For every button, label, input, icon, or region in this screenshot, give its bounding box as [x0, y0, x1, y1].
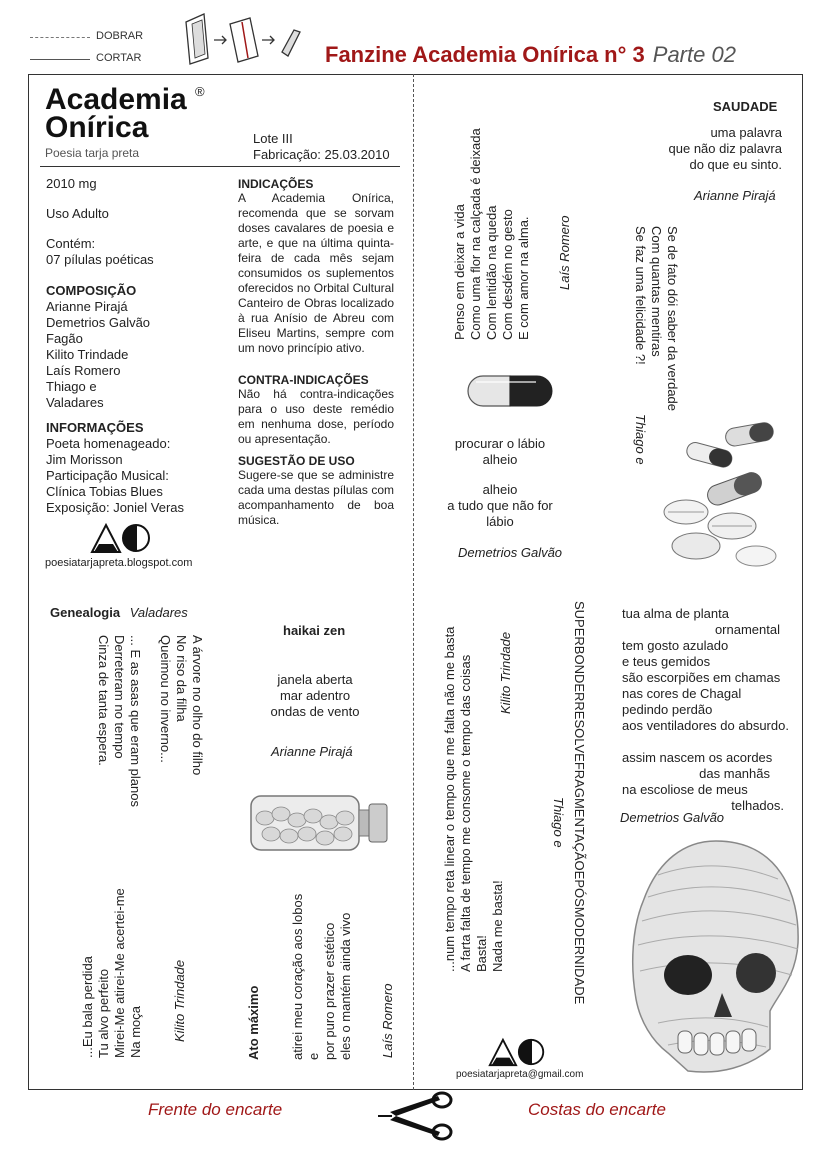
info-item: Participação Musical: — [46, 468, 169, 483]
composition-item: Demetrios Galvão — [46, 315, 151, 330]
labio-stanza-1: procurar o lábio alheio — [454, 436, 546, 467]
labio-stanza-2: alheio a tudo que não for lábio — [447, 482, 553, 529]
contains-value: 07 pílulas poéticas — [46, 252, 154, 267]
alma-line: tem gosto azulado — [622, 638, 729, 653]
alma-line: aos ventiladores do absurdo. — [622, 718, 789, 733]
indications-text: A Academia Onírica, recomenda que se sorvam doses cavalares de poesia e arte, e que na última quinta-feira de cada mês sejam consumidos os suplementos oferecidos no Orbital Cultural Canteiro de Obras localizado à rua Anísio de Abreu com Eliseu Martins, sempre com um novo princípio ativo. — [238, 191, 394, 355]
ato-title: Ato máximo — [246, 985, 261, 1060]
alma-line: na escoliose de meus — [622, 782, 748, 797]
labio-author: Demetrios Galvão — [458, 545, 563, 560]
alma-poem — [622, 606, 792, 814]
alma-line: nas cores de Chagal — [622, 686, 742, 701]
front-label: Frente do encarte — [148, 1100, 283, 1119]
genealogia-stanza-1: A árvore no olho do filho No riso da filha Queimou no inverno... — [158, 635, 205, 776]
fold-line-sample — [30, 37, 90, 38]
penso-text: Penso em deixar a vida Como uma flor na calçada é deixada Com lentidão na queda Com desdém no gesto E com amor na alma. — [452, 128, 531, 340]
info-title: INFORMAÇÕES — [46, 420, 144, 435]
tempo-author: Kilito Trindade — [498, 631, 513, 714]
alma-line: tua alma de planta — [622, 606, 729, 621]
brand-name-line2: Onírica — [45, 111, 149, 144]
super-text: SUPERBONDERRESOLVEFRAGMENTAÇÃOEPÓSMODERNIDADE — [572, 601, 587, 1005]
alma-author: Demetrios Galvão — [620, 810, 725, 825]
composition-list — [46, 299, 150, 411]
manufacture-date: Fabricação: 25.03.2010 — [253, 147, 390, 162]
info-item: Poeta homenageado: — [46, 436, 171, 451]
ato-text: atirei meu coração aos lobos e por puro prazer estético eles o mantém ainda vivo — [290, 893, 353, 1060]
saudade-text: uma palavra que não diz palavra do que eu sinto. — [668, 125, 782, 172]
pill-bottle-icon — [247, 788, 392, 858]
usage: Uso Adulto — [46, 206, 109, 221]
suggestion-title: SUGESTÃO DE USO — [238, 454, 355, 468]
bala-author: Kilito Trindade — [172, 959, 187, 1042]
pills-pile-icon — [656, 416, 784, 568]
suggestion-text: Sugere-se que se administre cada uma destas pílulas com acompanhamento de boa música. — [238, 468, 394, 527]
alma-line: ornamental — [714, 622, 780, 637]
composition-item: Thiago e — [46, 379, 97, 394]
alma-line: são escorpiões em chamas — [622, 670, 781, 685]
composition-item: Fagão — [46, 331, 83, 346]
indications-title: INDICAÇÕES — [238, 177, 314, 191]
super-author: Thiago e — [551, 797, 566, 848]
composition-title: COMPOSIÇÃO — [46, 283, 137, 298]
alma-line: assim nascem os acordes — [622, 750, 773, 765]
info-item: Exposição: Joniel Veras — [46, 500, 185, 515]
scissors-icon — [376, 1090, 454, 1142]
composition-item: Valadares — [46, 395, 104, 410]
contra-title: CONTRA-INDICAÇÕES — [238, 373, 369, 387]
label-divider — [40, 166, 400, 167]
bala-text: ...Eu bala perdida Tu alvo perfeito Mirei-Me atirei-Me acertei-me Na moça — [80, 888, 143, 1058]
alma-line: das manhãs — [699, 766, 770, 781]
haikai-author: Arianne Pirajá — [271, 744, 353, 759]
pill-skull-icon — [628, 835, 802, 1089]
alma-line: pedindo perdão — [622, 702, 713, 717]
fold-line — [413, 74, 414, 1090]
contains-label: Contém: — [46, 236, 96, 251]
ato-author: Laís Romero — [380, 983, 395, 1058]
genealogia-author: Valadares — [129, 605, 188, 620]
back-label: Costas do encarte — [528, 1100, 666, 1119]
info-list — [46, 436, 184, 516]
info-item: Jim Morisson — [46, 452, 123, 467]
folding-diagram-icon — [178, 10, 308, 65]
blog-url: poesiatarjapreta.blogspot.com — [45, 557, 193, 569]
haikai-title: haikai zen — [283, 623, 346, 638]
registered-mark: ® — [195, 84, 205, 99]
saudade-title: SAUDADE — [713, 99, 778, 114]
composition-item: Kilito Trindade — [46, 347, 129, 362]
brand-name-line1: Academia — [45, 83, 187, 116]
contact-email: poesiatarjapreta@gmail.com — [456, 1069, 584, 1080]
genealogia-title: Genealogia — [50, 605, 121, 620]
cut-label: CORTAR — [96, 52, 142, 64]
tagline: Poesia tarja preta — [45, 146, 140, 160]
composition-item: Arianne Pirajá — [46, 299, 128, 314]
contra-text: Não há contra-indicações para o uso deste remédio em nenhuma dose, período ou apresentação. — [238, 387, 394, 446]
alma-line: e teus gemidos — [622, 654, 711, 669]
fanzine-title — [325, 42, 736, 68]
lot-number: Lote III — [253, 131, 293, 146]
haikai-text: janela aberta mar adentro ondas de vento — [270, 672, 360, 719]
sefato-author: Thiago e — [633, 414, 648, 465]
genealogia-heading — [50, 605, 188, 621]
fanzine-title-main: Fanzine Academia Onírica n° 3 — [325, 42, 645, 67]
alma-line — [622, 734, 792, 750]
tempo-text: ...num tempo reta linear o tempo que me falta não me basta A farta falta de tempo me consome o tempo das coisas Basta! Nada me basta! — [442, 626, 505, 972]
brand-name — [45, 83, 187, 144]
academia-logo-small-icon — [487, 1037, 547, 1067]
cut-line-sample — [30, 59, 90, 60]
saudade-author: Arianne Pirajá — [694, 188, 776, 203]
sefato-text: Se de fato dói saber da verdade Com quantas mentiras Se faz uma felicidade ?! — [633, 226, 680, 412]
penso-author: Laís Romero — [557, 215, 572, 290]
fold-label: DOBRAR — [96, 30, 144, 42]
academia-logo-icon — [90, 522, 152, 554]
info-item: Clínica Tobias Blues — [46, 484, 163, 499]
fanzine-part: Parte 02 — [652, 42, 736, 67]
dose: 2010 mg — [46, 176, 97, 191]
genealogia-stanza-2: ... E as asas que eram planos Derreteram no tempo Cinza de tanta espera. — [96, 635, 143, 807]
alma-line: telhados. — [731, 798, 784, 813]
capsule-pill-icon — [466, 374, 554, 408]
composition-item: Laís Romero — [46, 363, 121, 378]
